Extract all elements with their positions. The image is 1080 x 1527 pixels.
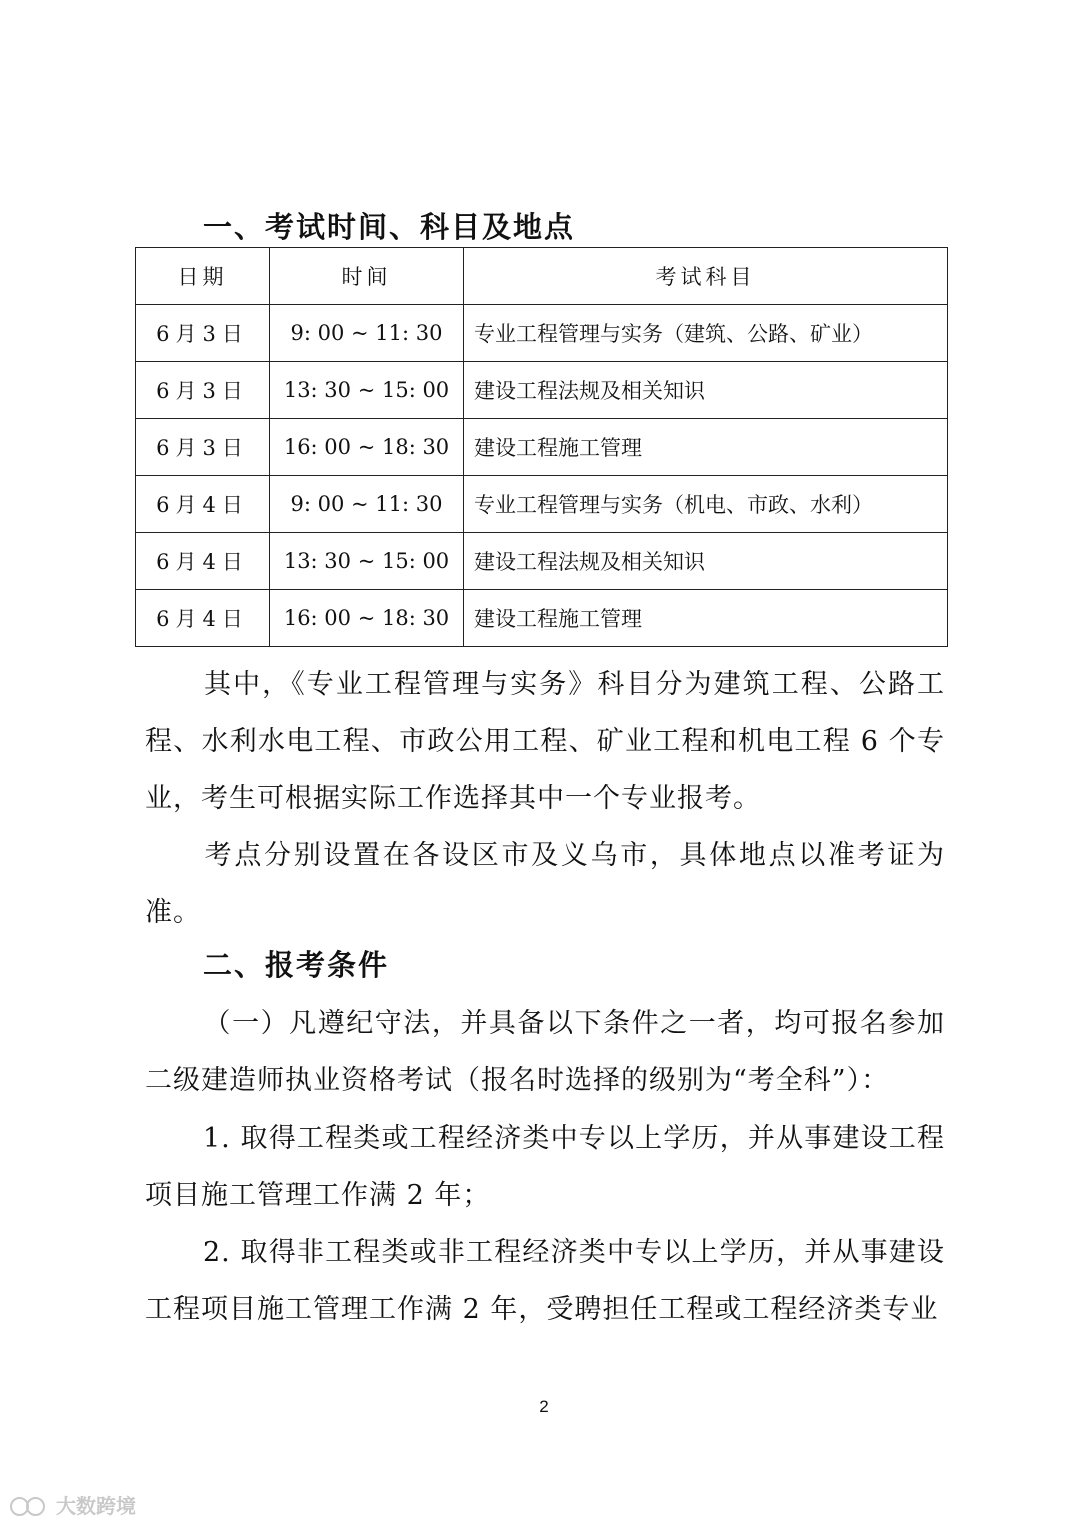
table-row	[136, 476, 948, 533]
cell-subject: 建设工程法规及相关知识	[464, 533, 948, 590]
exam-schedule-table	[135, 247, 948, 647]
table-row	[136, 533, 948, 590]
cell-subject: 建设工程法规及相关知识	[464, 362, 948, 419]
paragraph-text: 2. 取得非工程类或非工程经济类中专以上学历，并从事建设工程项目施工管理工作满 2 年，受聘担任工程或工程经济类专业	[145, 1237, 945, 1325]
paragraph-text: （一）凡遵纪守法，并具备以下条件之一者，均可报名参加二级建造师执业资格考试（报名时选择的级别为“考全科”）：	[145, 1008, 945, 1096]
cell-time: 13: 30 ~ 15: 00	[270, 533, 464, 590]
paragraph-condition-1	[145, 1110, 945, 1224]
table-header-row	[136, 248, 948, 305]
paragraph-subject-specialties	[145, 656, 945, 827]
cell-date: 6月3日	[136, 305, 270, 362]
cell-subject: 专业工程管理与实务（机电、市政、水利）	[464, 476, 948, 533]
paragraph-text: 其中，《专业工程管理与实务》科目分为建筑工程、公路工程、水利水电工程、市政公用工程、矿业工程和机电工程 6 个专业，考生可根据实际工作选择其中一个专业报考。	[145, 669, 945, 814]
header-date: 日期	[136, 248, 270, 305]
cell-time: 16: 00 ~ 18: 30	[270, 419, 464, 476]
paragraph-exam-locations	[145, 827, 945, 941]
watermark-logo-icon	[10, 1494, 50, 1516]
cell-date: 6月4日	[136, 590, 270, 647]
table-row	[136, 305, 948, 362]
cell-date: 6月4日	[136, 476, 270, 533]
paragraph-condition-2	[145, 1224, 945, 1338]
cell-time: 16: 00 ~ 18: 30	[270, 590, 464, 647]
cell-time: 9: 00 ~ 11: 30	[270, 476, 464, 533]
header-subject: 考试科目	[464, 248, 948, 305]
watermark	[10, 1490, 136, 1519]
cell-subject: 建设工程施工管理	[464, 590, 948, 647]
paragraph-text: 考点分别设置在各设区市及义乌市，具体地点以准考证为准。	[145, 840, 945, 928]
table-row	[136, 590, 948, 647]
header-time: 时间	[270, 248, 464, 305]
section-heading-exam-schedule: 一、考试时间、科目及地点	[203, 210, 576, 244]
paragraph-text: 1. 取得工程类或工程经济类中专以上学历，并从事建设工程项目施工管理工作满 2 年；	[145, 1123, 945, 1211]
cell-time: 13: 30 ~ 15: 00	[270, 362, 464, 419]
section-heading-eligibility: 二、报考条件	[203, 948, 390, 982]
cell-date: 6月3日	[136, 362, 270, 419]
watermark-text: 大数跨境	[56, 1494, 136, 1518]
cell-date: 6月4日	[136, 533, 270, 590]
cell-time: 9: 00 ~ 11: 30	[270, 305, 464, 362]
page-number: 2	[539, 1397, 549, 1416]
cell-subject: 建设工程施工管理	[464, 419, 948, 476]
cell-subject: 专业工程管理与实务（建筑、公路、矿业）	[464, 305, 948, 362]
paragraph-eligibility-intro	[145, 995, 945, 1109]
table-row	[136, 419, 948, 476]
cell-date: 6月3日	[136, 419, 270, 476]
table-row	[136, 362, 948, 419]
